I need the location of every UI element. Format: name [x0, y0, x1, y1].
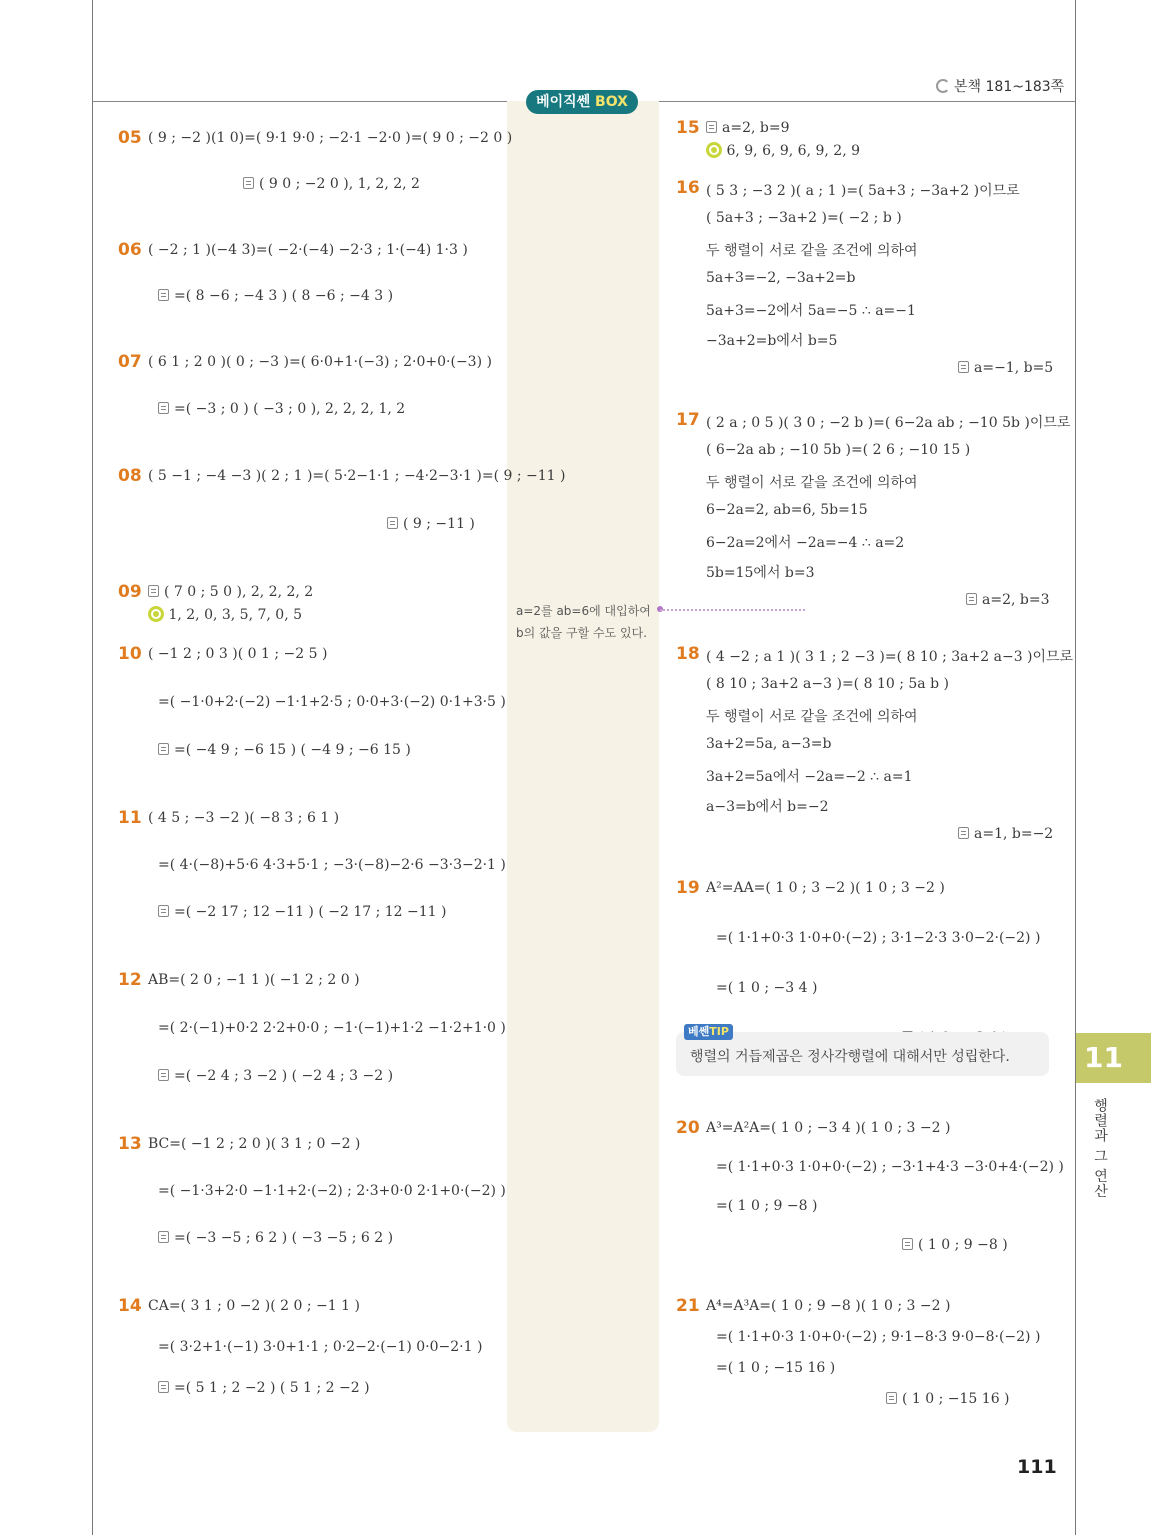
solution-line: [706, 442, 970, 458]
problem-number: 20: [676, 1118, 700, 1138]
line-text: 6, 9, 6, 9, 6, 9, 2, 9: [726, 143, 861, 159]
problem-number: 10: [118, 644, 142, 664]
line-text: A³=A²A=( 1 0 ; −3 4 )( 1 0 ; 3 −2 ): [706, 1120, 951, 1136]
page-reference: [936, 76, 1064, 96]
solution-line: [148, 468, 566, 484]
line-text: a=2, b=3: [982, 592, 1050, 608]
problem-number: 05: [118, 128, 142, 148]
chapter-title: 행렬과 그 연산: [1092, 1098, 1108, 1199]
solution-line: [716, 1159, 1064, 1175]
solution-line: [706, 880, 945, 896]
solution-line: [706, 142, 860, 159]
line-text: ( 2 a ; 0 5 )( 3 0 ; −2 b )=( 6−2a ab ; −10 5b )이므로: [706, 415, 1071, 431]
solution-line: [716, 980, 817, 996]
line-text: ( 5a+3 ; −3a+2 )=( −2 ; b ): [706, 210, 902, 226]
line-text: =( 3·2+1·(−1) 3·0+1·1 ; 0·2−2·(−1) 0·0−2·1 ): [158, 1339, 483, 1355]
solution-line: [148, 130, 513, 146]
answer-line: [158, 742, 411, 758]
answer-icon: [158, 905, 169, 917]
line-text: ( 5 −1 ; −4 −3 )( 2 ; 1 )=( 5·2−1·1 ; −4·2−3·1 )=( 9 ; −11 ): [148, 468, 566, 484]
box-badge-main: 베이직쎈: [536, 94, 591, 110]
line-text: AB=( 2 0 ; −1 1 )( −1 2 ; 2 0 ): [148, 972, 360, 988]
right-border: [1075, 0, 1076, 1535]
solution-line: [148, 1136, 360, 1152]
solution-line: [706, 180, 1020, 200]
solution-line: [148, 810, 339, 826]
solution-line: [706, 532, 904, 552]
answer-line: [158, 1068, 393, 1084]
line-text: 6−2a=2에서 −2a=−4 ∴ a=2: [706, 535, 905, 551]
solution-line: [158, 694, 506, 710]
answer-line: [158, 904, 447, 920]
line-text: −3a+2=b에서 b=5: [706, 333, 838, 349]
answer-icon: [958, 827, 969, 839]
answer-line: [148, 584, 313, 600]
line-text: 3a+2=5a에서 −2a=−2 ∴ a=1: [706, 769, 913, 785]
line-text: 5a+3=−2, −3a+2=b: [706, 270, 856, 286]
answer-icon: [158, 402, 169, 414]
answer-icon: [958, 361, 969, 373]
solution-line: [706, 766, 913, 786]
line-text: ( 4 −2 ; a 1 )( 3 1 ; 2 −3 )=( 8 10 ; 3a+2 a−3 )이므로: [706, 649, 1074, 665]
answer-icon: [902, 1238, 913, 1250]
line-text: =( 1·1+0·3 1·0+0·(−2) ; 3·1−2·3 3·0−2·(−2) ): [716, 930, 1041, 946]
line-text: ( 7 0 ; 5 0 ), 2, 2, 2, 2: [164, 584, 314, 600]
line-text: ( 9 0 ; −2 0 ), 1, 2, 2, 2: [259, 176, 420, 192]
answer-line: [158, 1380, 370, 1396]
line-text: ( 6 1 ; 2 0 )( 0 ; −3 )=( 6·0+1·(−3) ; 2·0+0·(−3) ): [148, 354, 492, 370]
solution-line: [706, 300, 916, 320]
problem-number: 19: [676, 878, 700, 898]
answer-icon: [148, 585, 159, 597]
solution-line: [148, 1298, 360, 1314]
target-icon: [148, 606, 164, 622]
basic-box-badge: [526, 90, 638, 114]
tip-badge: [684, 1024, 733, 1040]
target-icon: [706, 142, 722, 158]
line-text: =( −4 9 ; −6 15 ) ( −4 9 ; −6 15 ): [174, 742, 411, 758]
solution-line: [706, 1298, 950, 1314]
solution-line: [706, 502, 868, 518]
line-text: ( 8 10 ; 3a+2 a−3 )=( 8 10 ; 5a b ): [706, 676, 949, 692]
tip-text: 행렬의 거듭제곱은 정사각행렬에 대해서만 성립한다.: [690, 1049, 1010, 1065]
answer-line: [886, 1391, 1010, 1407]
problem-number: 07: [118, 352, 142, 372]
line-text: 1, 2, 0, 3, 5, 7, 0, 5: [168, 607, 303, 623]
answer-icon: [706, 121, 717, 133]
answer-icon: [158, 1381, 169, 1393]
solution-line: [148, 242, 468, 258]
line-text: ( 9 ; −2 )(1 0)=( 9·1 9·0 ; −2·1 −2·0 )=( 9 0 ; −2 0 ): [148, 130, 513, 146]
solution-line: [706, 210, 902, 226]
answer-icon: [158, 743, 169, 755]
solution-line: [158, 1183, 506, 1199]
solution-line: [716, 1360, 835, 1376]
answer-icon: [158, 1069, 169, 1081]
answer-line: [158, 1230, 393, 1246]
answer-icon: [158, 289, 169, 301]
box-badge-box: BOX: [595, 94, 628, 110]
line-text: ( 1 0 ; −15 16 ): [902, 1391, 1010, 1407]
answer-line: [958, 826, 1054, 842]
solution-line: [706, 330, 837, 350]
tip-badge-tip: TIP: [709, 1025, 729, 1038]
line-text: ( −2 ; 1 )(−4 3)=( −2·(−4) −2·3 ; 1·(−4) 1·3 ): [148, 242, 468, 258]
problem-number: 18: [676, 644, 700, 664]
line-text: =( 5 1 ; 2 −2 ) ( 5 1 ; 2 −2 ): [174, 1380, 370, 1396]
solution-line: [158, 857, 506, 873]
solution-line: [706, 1120, 950, 1136]
line-text: A⁴=A³A=( 1 0 ; 9 −8 )( 1 0 ; 3 −2 ): [706, 1298, 951, 1314]
problem-number: 13: [118, 1134, 142, 1154]
answer-line: [158, 288, 393, 304]
solution-line: [716, 1198, 817, 1214]
solution-line: [706, 706, 918, 726]
line-text: 두 행렬이 서로 같을 조건에 의하여: [706, 475, 918, 491]
solution-line: [706, 562, 815, 582]
answer-line: [966, 592, 1049, 608]
problem-number: 21: [676, 1296, 700, 1316]
solution-line: [716, 930, 1040, 946]
line-text: ( 5 3 ; −3 2 )( a ; 1 )=( 5a+3 ; −3a+2 )이므로: [706, 183, 1020, 199]
line-text: 두 행렬이 서로 같을 조건에 의하여: [706, 243, 918, 259]
solution-line: [706, 736, 831, 752]
line-text: ( 6−2a ab ; −10 5b )=( 2 6 ; −10 15 ): [706, 442, 971, 458]
line-text: a=−1, b=5: [974, 360, 1054, 376]
answer-line: [387, 516, 475, 532]
solution-line: [148, 606, 302, 623]
page-number: 111: [1017, 1456, 1057, 1478]
line-text: =( −1·0+2·(−2) −1·1+2·5 ; 0·0+3·(−2) 0·1+3·5 ): [158, 694, 506, 710]
answer-icon: [158, 1231, 169, 1243]
answer-icon: [886, 1392, 897, 1404]
line-text: ( 4 5 ; −3 −2 )( −8 3 ; 6 1 ): [148, 810, 340, 826]
line-text: ( 1 0 ; 9 −8 ): [918, 1237, 1008, 1253]
problem-number: 08: [118, 466, 142, 486]
tip-badge-main: 베쎈: [688, 1025, 710, 1038]
line-text: a=1, b=−2: [974, 826, 1054, 842]
problem-number: 09: [118, 582, 142, 602]
answer-icon: [243, 177, 254, 189]
box-column: [507, 101, 659, 1432]
solution-line: [706, 240, 918, 260]
refresh-arrow-icon: [936, 79, 950, 93]
page-reference-text: 본책 181~183쪽: [954, 79, 1065, 95]
solution-line: [158, 1339, 482, 1355]
answer-icon: [387, 517, 398, 529]
line-text: 5b=15에서 b=3: [706, 565, 815, 581]
line-text: =( −1·3+2·0 −1·1+2·(−2) ; 2·3+0·0 2·1+0·(−2) ): [158, 1183, 506, 1199]
line-text: =( 8 −6 ; −4 3 ) ( 8 −6 ; −4 3 ): [174, 288, 394, 304]
answer-line: [706, 120, 789, 136]
answer-icon: [966, 593, 977, 605]
line-text: 5a+3=−2에서 5a=−5 ∴ a=−1: [706, 303, 916, 319]
line-text: a=2, b=9: [722, 120, 790, 136]
chapter-number: 11: [1076, 1033, 1151, 1083]
line-text: =( 4·(−8)+5·6 4·3+5·1 ; −3·(−8)−2·6 −3·3−2·1 ): [158, 857, 506, 873]
line-text: =( −3 −5 ; 6 2 ) ( −3 −5 ; 6 2 ): [174, 1230, 394, 1246]
problem-number: 06: [118, 240, 142, 260]
line-text: ( 9 ; −11 ): [403, 516, 475, 532]
answer-line: [158, 401, 405, 417]
solution-line: [148, 972, 360, 988]
line-text: 6−2a=2, ab=6, 5b=15: [706, 502, 868, 518]
line-text: 두 행렬이 서로 같을 조건에 의하여: [706, 709, 918, 725]
answer-line: [902, 1237, 1008, 1253]
problem-number: 14: [118, 1296, 142, 1316]
line-text: =( 2·(−1)+0·2 2·2+0·0 ; −1·(−1)+1·2 −1·2+1·0 ): [158, 1020, 506, 1036]
answer-line: [958, 360, 1054, 376]
line-text: ( −1 2 ; 0 3 )( 0 1 ; −2 5 ): [148, 646, 328, 662]
solution-line: [706, 676, 949, 692]
problem-number: 12: [118, 970, 142, 990]
line-text: =( 1 0 ; −3 4 ): [716, 980, 818, 996]
line-text: BC=( −1 2 ; 2 0 )( 3 1 ; 0 −2 ): [148, 1136, 361, 1152]
line-text: =( 1 0 ; −15 16 ): [716, 1360, 836, 1376]
problem-number: 16: [676, 178, 700, 198]
line-text: 3a+2=5a, a−3=b: [706, 736, 832, 752]
problem-number: 17: [676, 410, 700, 430]
solution-line: [706, 270, 855, 286]
solution-line: [706, 472, 918, 492]
solution-line: [148, 646, 327, 662]
solution-line: [158, 1020, 506, 1036]
answer-line: [243, 176, 420, 192]
solution-line: [716, 1329, 1040, 1345]
solution-line: [706, 646, 1074, 666]
line-text: A²=AA=( 1 0 ; 3 −2 )( 1 0 ; 3 −2 ): [706, 880, 945, 896]
solution-line: [706, 412, 1071, 432]
line-text: =( 1·1+0·3 1·0+0·(−2) ; 9·1−8·3 9·0−8·(−2) ): [716, 1329, 1041, 1345]
line-text: a−3=b에서 b=−2: [706, 799, 829, 815]
line-text: =( 1 0 ; 9 −8 ): [716, 1198, 818, 1214]
line-text: CA=( 3 1 ; 0 −2 )( 2 0 ; −1 1 ): [148, 1298, 360, 1314]
solution-line: [148, 354, 492, 370]
line-text: =( −2 17 ; 12 −11 ) ( −2 17 ; 12 −11 ): [174, 904, 447, 920]
line-text: =( 1·1+0·3 1·0+0·(−2) ; −3·1+4·3 −3·0+4·(−2) ): [716, 1159, 1064, 1175]
problem-number: 15: [676, 118, 700, 138]
line-text: =( −3 ; 0 ) ( −3 ; 0 ), 2, 2, 2, 1, 2: [174, 401, 406, 417]
side-note-connector: [660, 609, 805, 611]
problem-number: 11: [118, 808, 142, 828]
side-note: a=2를 ab=6에 대입하여 b의 값을 구할 수도 있다.: [516, 604, 651, 640]
solution-line: [706, 796, 829, 816]
left-border: [92, 0, 93, 1535]
line-text: =( −2 4 ; 3 −2 ) ( −2 4 ; 3 −2 ): [174, 1068, 394, 1084]
